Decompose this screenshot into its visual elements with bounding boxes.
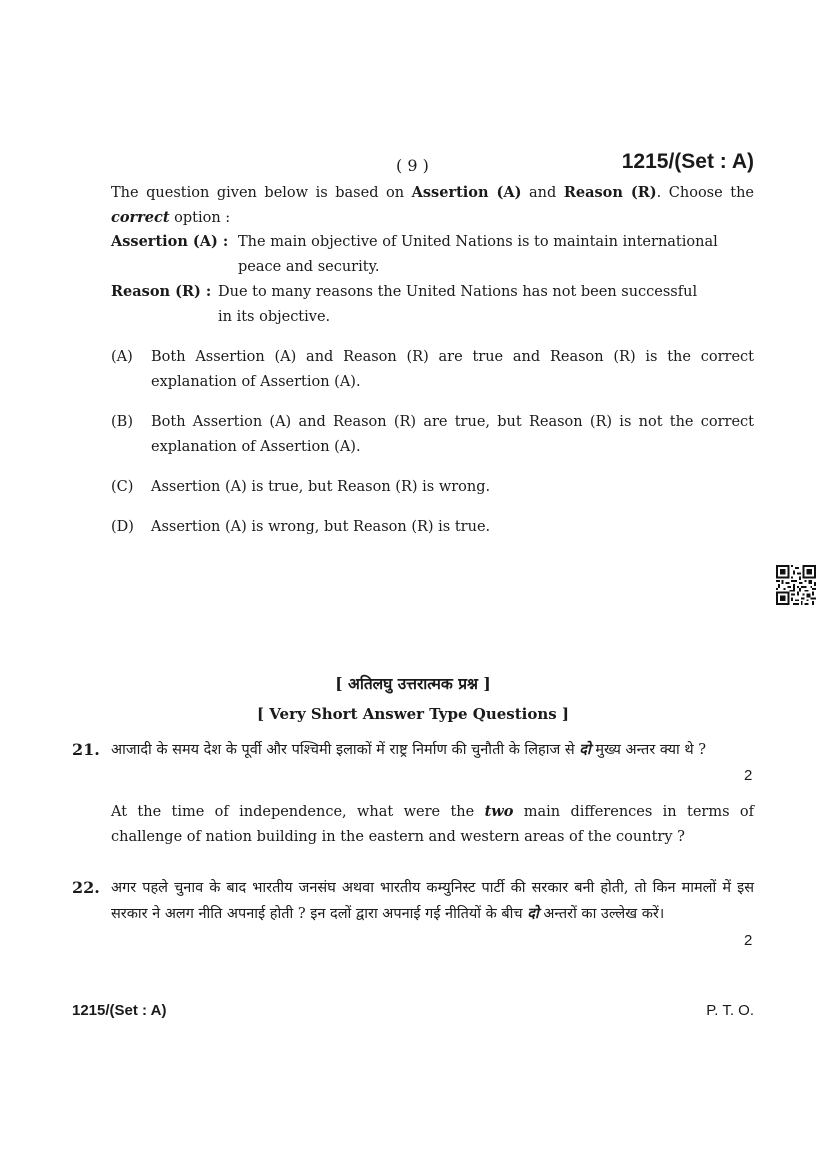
- question-22-hindi: अगर पहले चुनाव के बाद भारतीय जनसंघ अथवा भारतीय कम्युनिस्ट पार्टी की सरकार बनी होती, तो किन मामलों में इस सरकार ने अलग नीति अपनाई होती ? इन दलों द्वारा अपनाई गई नीतियों के बीच दो अन्तरों का उल्लेख करें।: [111, 880, 754, 922]
- option-letter-d: (D): [111, 519, 134, 535]
- option-text-b: Both Assertion (A) and Reason (R) are true, but Reason (R) is not the correct explanation of Assertion (A).: [151, 414, 754, 455]
- option-letter-b: (B): [111, 414, 133, 430]
- question-21-marks: 2: [744, 767, 753, 784]
- paper-code-header: 1215/(Set : A): [621, 150, 754, 173]
- reason-label: Reason (R) :: [111, 283, 212, 300]
- section-title-english: [ Very Short Answer Type Questions ]: [256, 705, 570, 723]
- reason-text: Due to many reasons the United Nations has not been successful in its objective.: [218, 284, 698, 325]
- question-22-marks: 2: [744, 932, 753, 949]
- question-21-hindi: आजादी के समय देश के पूर्वी और पश्चिमी इलाकों में राष्ट्र निर्माण की चुनौती के लिहाज से दो मुख्य अन्तर क्या थे ?: [111, 741, 707, 758]
- option-text-d: Assertion (A) is wrong, but Reason (R) is true.: [151, 519, 491, 535]
- instruction-text: The question given below is based on Assertion (A) and Reason (R). Choose the correct option :: [111, 184, 754, 226]
- page-number: ( 9 ): [396, 156, 429, 175]
- question-number-22: 22.: [72, 878, 100, 897]
- qr-code: [776, 565, 816, 605]
- option-letter-a: (A): [111, 349, 133, 365]
- section-title-hindi: [ अतिलघु उत्तरात्मक प्रश्न ]: [335, 674, 491, 693]
- option-text-c: Assertion (A) is true, but Reason (R) is wrong.: [151, 479, 491, 495]
- paper-code-footer: 1215/(Set : A): [72, 1002, 167, 1019]
- assertion-text: The main objective of United Nations is to maintain international peace and security.: [238, 234, 718, 275]
- pto-label: P. T. O.: [706, 1002, 754, 1019]
- question-21-english: At the time of independence, what were the two main differences in terms of challenge of nation building in the eastern and western areas of the country ?: [111, 803, 754, 845]
- option-text-a: Both Assertion (A) and Reason (R) are true and Reason (R) is the correct explanation of Assertion (A).: [151, 349, 754, 390]
- assertion-label: Assertion (A) :: [111, 233, 229, 250]
- option-letter-c: (C): [111, 479, 134, 495]
- question-number-21: 21.: [72, 740, 100, 759]
